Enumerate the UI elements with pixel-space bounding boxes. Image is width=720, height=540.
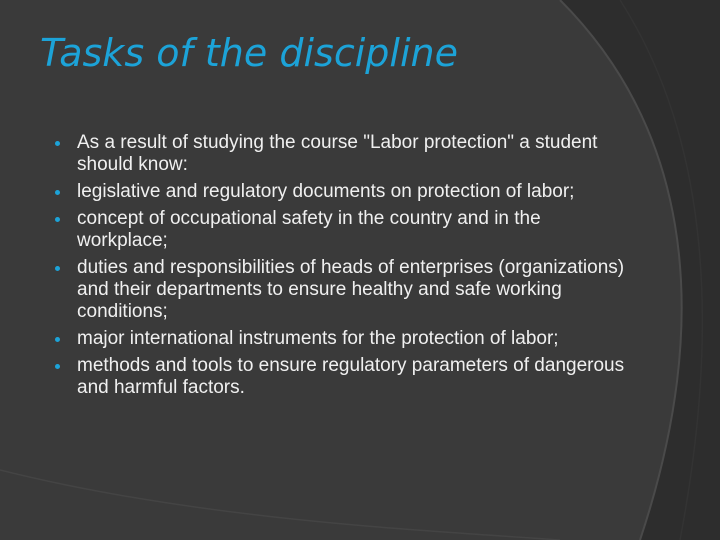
background-arc-line-bottom	[0, 470, 560, 540]
list-item	[48, 328, 628, 350]
bullet-text: major international instruments for the protection of labor;	[77, 328, 559, 349]
bullet-list	[48, 132, 628, 404]
bullet-text: As a result of studying the course "Labor protection" a student should know:	[77, 132, 598, 175]
bullet-icon	[55, 217, 60, 222]
list-item	[48, 132, 628, 176]
list-item	[48, 355, 628, 399]
slide-title: Tasks of the discipline	[40, 31, 458, 75]
bullet-icon	[55, 337, 60, 342]
bullet-icon	[55, 266, 60, 271]
list-item	[48, 181, 628, 203]
bullet-text: legislative and regulatory documents on protection of labor;	[77, 181, 575, 202]
bullet-text: concept of occupational safety in the country and in the workplace;	[77, 208, 541, 251]
bullet-icon	[55, 141, 60, 146]
list-item	[48, 208, 628, 252]
bullet-text: methods and tools to ensure regulatory parameters of dangerous and harmful factors.	[77, 355, 625, 398]
bullet-text: duties and responsibilities of heads of enterprises (organizations) and their departments to ensure healthy and safe working conditions;	[77, 257, 625, 322]
list-item	[48, 257, 628, 323]
bullet-icon	[55, 190, 60, 195]
bullet-icon	[55, 364, 60, 369]
